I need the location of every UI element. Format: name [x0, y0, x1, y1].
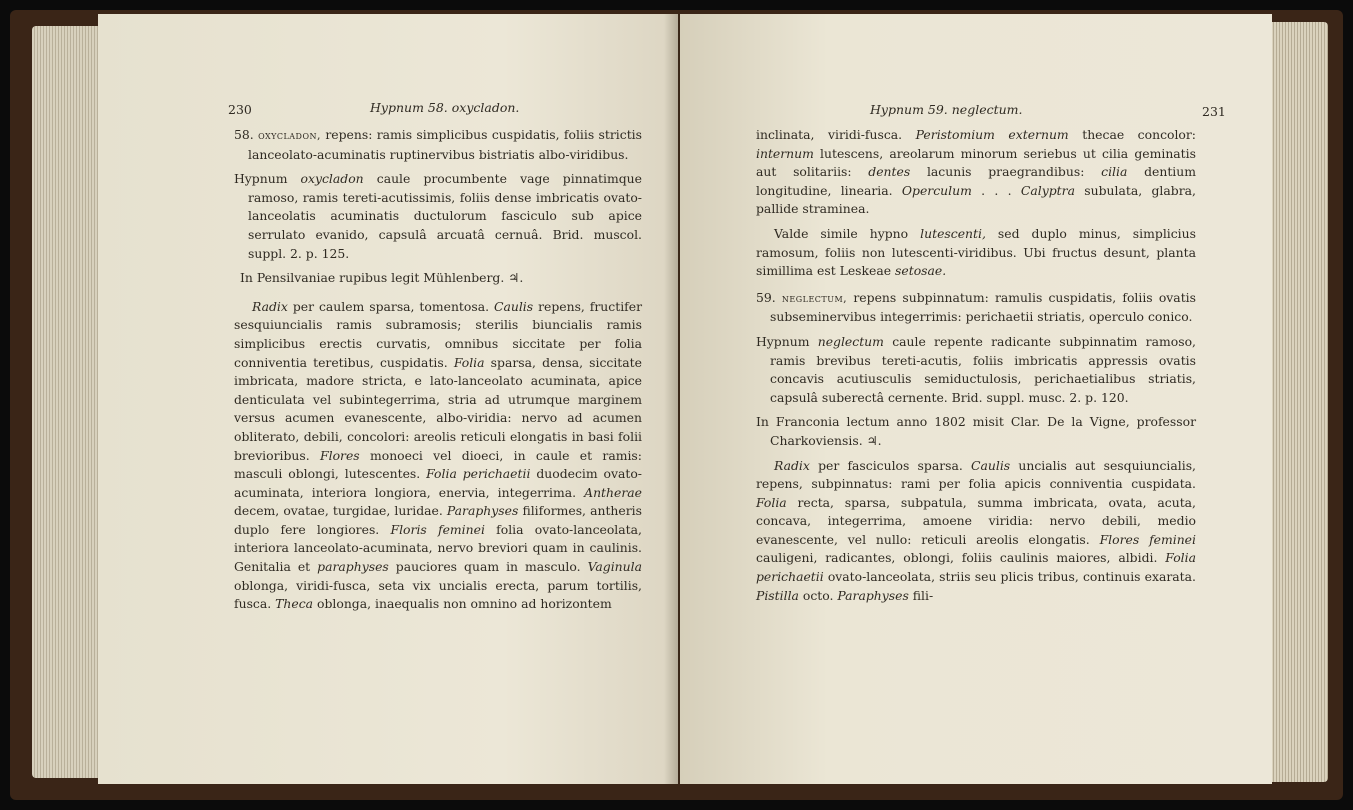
text-flores: monoeci vel dioeci, in caule et ramis: masculi oblongi, lutescentes.: [234, 447, 642, 482]
cont-text-2: thecae concolor:: [1082, 127, 1196, 142]
note-paragraph: [756, 225, 1196, 281]
note-text-2: sed duplo minus, simplicius ramosum, foliis non lutescenti-viridibus. Ubi fructus desunt, planta simillima est Leskeae: [756, 225, 1196, 279]
cont-text-6: . . .: [981, 182, 1012, 198]
label-caulis: Caulis: [493, 298, 534, 314]
label-antherae: Antherae: [584, 484, 642, 500]
right-text-block: [756, 126, 1196, 605]
label-setosae: setosae.: [895, 263, 947, 279]
label-pistilla: Pistilla: [756, 587, 799, 603]
label-calyptra: Calyptra: [1020, 182, 1075, 198]
text-theca: oblonga, inaequalis non omnino ad horizontem: [317, 596, 612, 612]
page-number-right: 231: [1202, 104, 1226, 119]
running-head-left: Hypnum 58. oxycladon.: [370, 100, 520, 115]
page-edges-right: [1270, 22, 1328, 782]
label-dentes: dentes: [868, 164, 911, 180]
left-page: [98, 14, 678, 784]
label-radix: Radix: [774, 457, 810, 473]
cont-text-4: lacunis praegrandibus:: [926, 164, 1085, 180]
label-vaginula: Vaginula: [587, 559, 642, 575]
synonym-genus: Hypnum: [234, 171, 288, 187]
label-radix: Radix: [252, 298, 288, 314]
label-folia: Folia: [756, 494, 787, 510]
text-vaginula: oblonga, viridi-fusca, seta vix uncialis erecta, parum tortilis, fusca.: [234, 577, 642, 612]
synonym-text: caule repente radicante subpinnatim ramoso, ramis brevibus tereti-acutis, foliis imbricatis appressis ovatis concavis acutiusculis semiductulosis, perichaetialibus striatis, capsulâ suberectâ cernente. Brid. suppl. musc. 2. p. 120.: [770, 333, 1196, 405]
label-folia: Folia: [453, 354, 485, 370]
synonym-text: caule procumbente vage pinnatimque ramoso, ramis tereti-acutissimis, foliis dense imbricatis ovato-lanceolatis acuminatis ductulorum fasciculo sub apice serrulato evanido, capsulâ arcuatâ cernuâ. Brid. muscol. suppl. 2. p. 125.: [248, 171, 642, 261]
text-floris-feminei: folia ovato-lanceolata, interiora lanceolato-acuminata, nervo breviori quam in caulinis. Genitalia et: [234, 521, 642, 575]
synonym-epithet: neglectum: [817, 333, 884, 349]
text-caulis: uncialis aut sesquiuncialis, repens, subpinnatus: rami per folia apicis conniventia cuspidata.: [756, 457, 1196, 492]
species-diagnosis: repens: ramis simplicibus cuspidatis, foliis strictis lanceolato-acuminatis ruptinervibus bistriatis albo-viridibus.: [248, 127, 642, 162]
locality-text: In Pensilvaniae rupibus legit Mühlenberg. ♃.: [240, 270, 524, 286]
species-diagnosis: repens subpinnatum: ramulis cuspidatis, foliis ovatis subseminervibus integerrimis: perichaetii striatis, operculo conico.: [770, 289, 1196, 325]
description-paragraph: [756, 457, 1196, 606]
species-name: neglectum,: [781, 291, 848, 305]
left-text-block: [234, 126, 642, 614]
label-flores: Flores: [320, 447, 360, 463]
synonym-epithet: oxycladon: [300, 171, 364, 187]
entry-number: 58.: [234, 127, 254, 142]
cont-text-3: lutescens, areolarum minorum seriebus ut cilia geminatis aut solitariis:: [756, 145, 1196, 180]
synonym-block: [756, 333, 1196, 407]
label-paraphyses: Paraphyses: [837, 587, 909, 603]
cont-text-1: inclinata, viridi-fusca.: [756, 127, 903, 142]
cont-text-7: subulata, glabra, pallide straminea.: [756, 182, 1196, 217]
continuation-paragraph: [756, 126, 1196, 219]
label-theca: Theca: [275, 596, 314, 612]
label-paraphyses-2: paraphyses: [317, 559, 389, 575]
running-head-right: Hypnum 59. neglectum.: [870, 102, 1023, 117]
page-edges-left: [32, 26, 102, 778]
synonym-block: [234, 170, 642, 263]
text-folia-perichaetii: duodecim ovato-acuminata, interiora longiora, enervia, integerrima.: [234, 466, 642, 500]
label-internum: internum: [756, 145, 814, 161]
label-caulis: Caulis: [971, 457, 1011, 473]
label-lutescenti: lutescenti,: [920, 225, 986, 241]
label-cilia: cilia: [1101, 164, 1128, 180]
label-floris-feminei: Floris feminei: [390, 521, 485, 537]
description-paragraph: [234, 298, 642, 614]
text-folia: recta, sparsa, subpatula, summa imbricata, ovata, acuta, concava, integerrima, amoene viridia: nervo debili, medio evanescente, vel nullo: reticuli areolis elongatis.: [756, 494, 1196, 547]
text-folia: sparsa, densa, siccitate imbricata, madore stricta, e lato-lanceolato acuminata, apice denticulata vel subintegerrima, stria ad utrumque marginem versus acumen evanescente, albo-viridia: nervo ad acumen obliterato, debili, concolori: areolis reticuli elongatis in basi folii brevioribus.: [234, 354, 642, 463]
species-name: oxycladon,: [258, 129, 321, 142]
text-genitalia: pauciores quam in masculo.: [395, 559, 581, 575]
text-flores: cauligeni, radicantes, oblongi, foliis caulinis maiores, albidi.: [756, 550, 1158, 566]
label-folia-perichaetii: Folia perichaetii: [756, 550, 1196, 585]
entry-number: 59.: [756, 289, 776, 305]
label-peristomium: Peristomium externum: [915, 127, 1069, 142]
right-page: [680, 14, 1272, 784]
text-paraphyses: fili-: [912, 587, 934, 603]
text-pistilla: octo.: [802, 587, 834, 603]
locality-text: In Franconia lectum anno 1802 misit Clar. De la Vigne, professor Charkoviensis. ♃.: [756, 414, 1196, 448]
text-radix: per caulem sparsa, tomentosa.: [292, 298, 490, 314]
text-folia-perichaetii: ovato-lanceolata, striis seu plicis tribus, continuis exarata.: [827, 569, 1196, 585]
label-operculum: Operculum: [901, 182, 972, 198]
text-paraphyses: filiformes, antheris duplo fere longiores.: [234, 503, 642, 537]
note-text-1: Valde simile hypno: [774, 225, 909, 241]
text-antherae: decem, ovatae, turgidae, luridae.: [234, 503, 443, 519]
text-caulis: repens, fructifer sesquiuncialis ramis subramosis; sterilis biuncialis ramis simplicibus erectis curvatis, omnibus siccitate per folia conniventia teretibus, cuspidatis.: [234, 298, 642, 370]
label-paraphyses: Paraphyses: [446, 503, 519, 519]
label-folia-perichaetii: Folia perichaetii: [426, 466, 531, 482]
species-entry-59: [756, 289, 1196, 327]
label-flores-feminei: Flores feminei: [1099, 531, 1196, 547]
synonym-genus: Hypnum: [756, 333, 810, 349]
page-number-left: 230: [228, 102, 252, 117]
text-radix: per fasciculos sparsa.: [818, 457, 963, 473]
species-entry-58: [234, 126, 642, 164]
cont-text-5: dentium longitudine, linearia.: [756, 164, 1196, 198]
